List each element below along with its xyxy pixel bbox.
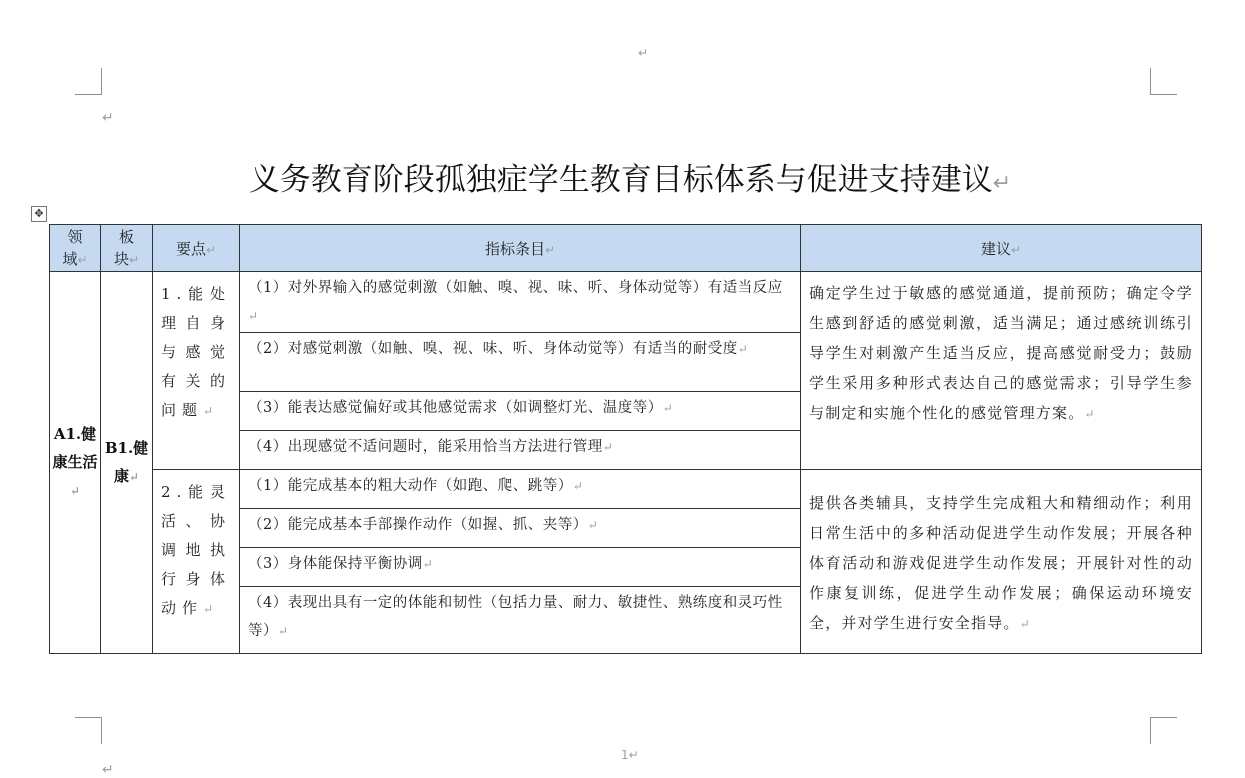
document-title xyxy=(0,160,1245,204)
indicator-cell: （1）对外界输入的感觉刺激（如触、嗅、视、味、听、身体动觉等）有适当反应↵ xyxy=(240,272,801,333)
table-row xyxy=(50,272,1202,333)
paragraph-mark: ↵ xyxy=(102,110,114,126)
margin-corner-top-right xyxy=(1150,68,1177,95)
suggestion-cell: 提供各类辅具，支持学生完成粗大和精细动作；利用日常生活中的多种活动促进学生动作发展；开展各种体育活动和游戏促进学生动作发展；开展针对性的动作康复训练，促进学生动作发展；确保运动环境安全，并对学生进行安全指导。↵ xyxy=(801,470,1202,654)
paragraph-mark: ↵ xyxy=(102,762,114,778)
block-cell: B1.健康↵ xyxy=(101,272,153,654)
header-domain: 领 域↵ xyxy=(50,225,101,272)
paragraph-mark: ↵ xyxy=(992,171,1012,196)
header-suggestion: 建议↵ xyxy=(801,225,1202,272)
indicator-cell: （3）身体能保持平衡协调↵ xyxy=(240,548,801,587)
title-text: 义务教育阶段孤独症学生教育目标体系与促进支持建议 xyxy=(248,162,993,198)
indicator-cell: （4）出现感觉不适问题时，能采用恰当方法进行管理↵ xyxy=(240,431,801,470)
indicator-cell: （4）表现出具有一定的体能和韧性（包括力量、耐力、敏捷性、熟练度和灵巧性等）↵ xyxy=(240,587,801,654)
page-number: 1↵ xyxy=(621,748,639,762)
point-cell: 2.能灵活、协调地执行身体动作↵ xyxy=(153,470,240,654)
paragraph-mark: ↵ xyxy=(638,46,649,60)
indicator-cell: （3）能表达感觉偏好或其他感觉需求（如调整灯光、温度等）↵ xyxy=(240,392,801,431)
header-indicator: 指标条目↵ xyxy=(240,225,801,272)
indicator-cell: （2）能完成基本手部操作动作（如握、抓、夹等）↵ xyxy=(240,509,801,548)
table-row xyxy=(50,470,1202,509)
suggestion-cell: 确定学生过于敏感的感觉通道，提前预防；确定令学生感到舒适的感觉刺激，适当满足；通过感统训练引导学生对刺激产生适当反应，提高感觉耐受力；鼓励学生采用多种形式表达自己的感觉需求；引导学生参与制定和实施个性化的感觉管理方案。↵ xyxy=(801,272,1202,470)
indicator-cell: （1）能完成基本的粗大动作（如跑、爬、跳等）↵ xyxy=(240,470,801,509)
domain-cell: A1.健康生活↵ xyxy=(50,272,101,654)
header-point: 要点↵ xyxy=(153,225,240,272)
table-header-row xyxy=(50,225,1202,272)
margin-corner-bottom-right xyxy=(1150,717,1177,744)
goals-table xyxy=(49,224,1202,654)
margin-corner-bottom-left xyxy=(75,717,102,744)
point-cell: 1.能处理自身与感觉有关的问题↵ xyxy=(153,272,240,470)
header-block: 板 块↵ xyxy=(101,225,153,272)
indicator-cell: （2）对感觉刺激（如触、嗅、视、味、听、身体动觉等）有适当的耐受度↵ xyxy=(240,333,801,392)
table-move-handle-icon[interactable]: ✥ xyxy=(31,206,47,222)
margin-corner-top-left xyxy=(75,68,102,95)
